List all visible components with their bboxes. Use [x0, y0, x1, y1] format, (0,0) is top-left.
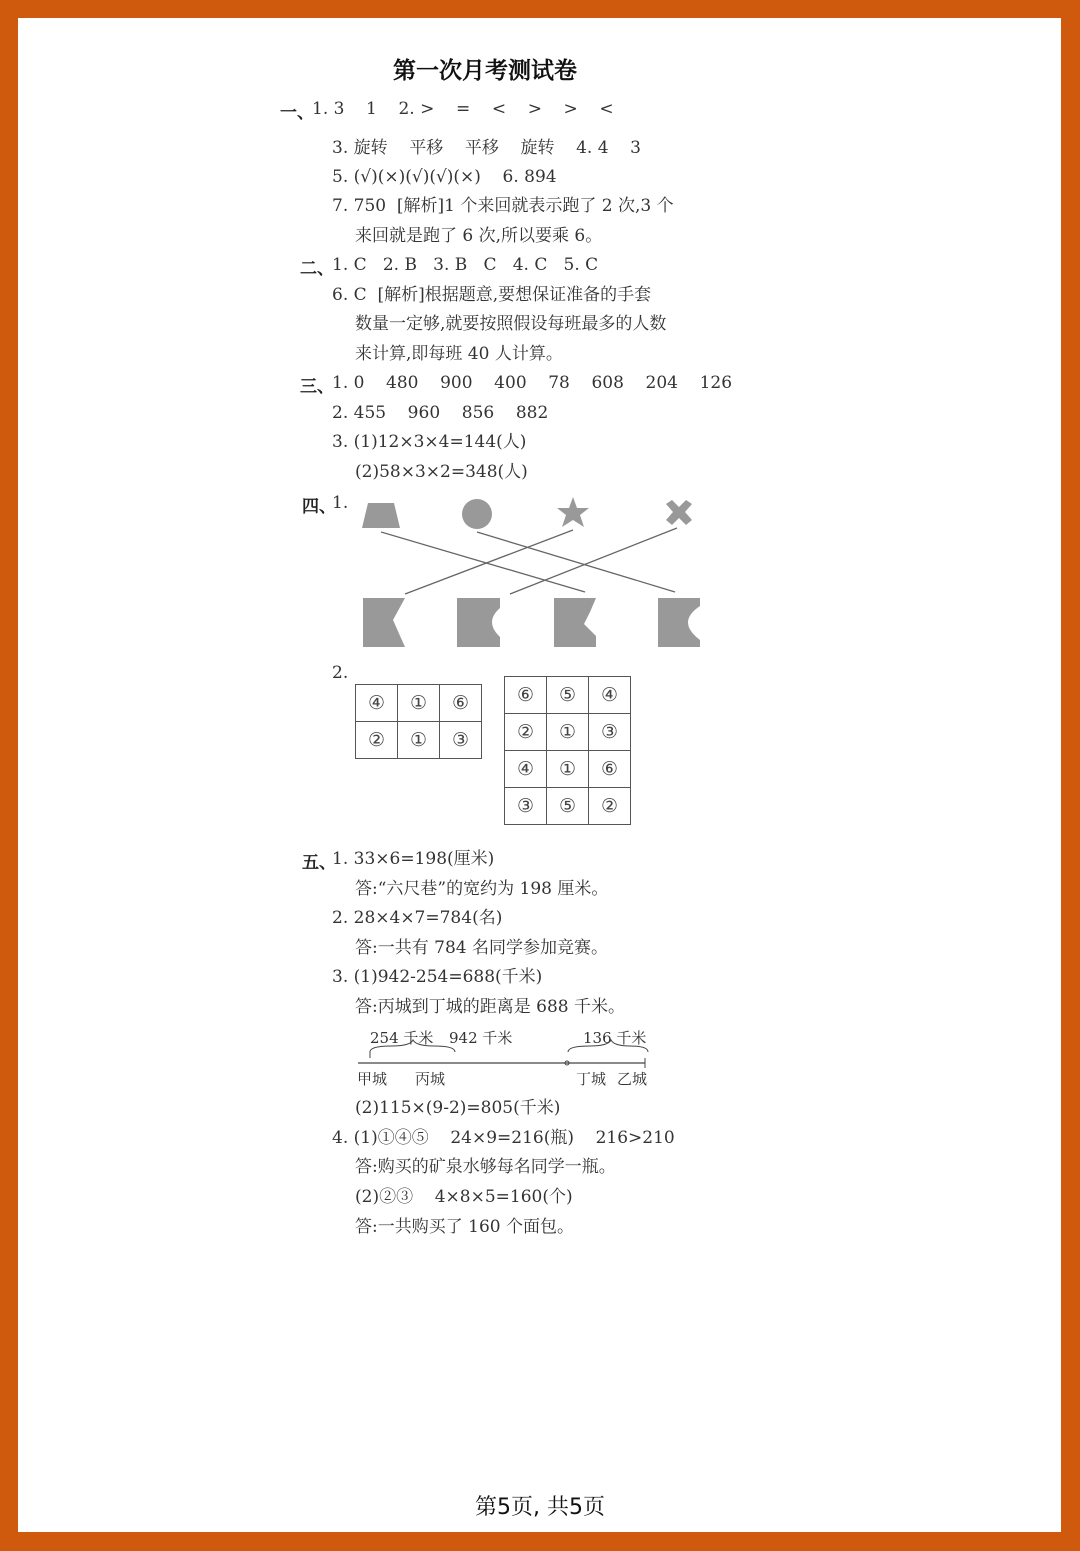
square-cutout-cross	[658, 598, 700, 647]
city-label: 甲城	[357, 1070, 388, 1088]
answer-line: 答:购买的矿泉水够每名同学一瓶。	[355, 1157, 616, 1177]
distance-label: 136 千米	[583, 1029, 647, 1047]
square-cutout-trapezoid	[363, 598, 405, 647]
grid-cell: ①	[398, 685, 440, 722]
section-4-label: 四、	[302, 497, 336, 517]
answer-line: 7. 750 [解析]1 个来回就表示跑了 2 次,3 个	[332, 196, 674, 216]
answer-line: 1. 0 480 900 400 78 608 204 126	[332, 373, 733, 393]
answer-line: (2)58×3×2=348(人)	[355, 462, 528, 482]
city-label: 乙城	[617, 1070, 648, 1088]
matching-line	[405, 530, 573, 594]
distance-label: 254 千米	[370, 1029, 434, 1047]
grid-cell: ①	[547, 714, 589, 751]
grid-cell: ②	[505, 714, 547, 751]
answer-line: 1. 3 1 2. > = < > > <	[312, 99, 614, 119]
answer-line: 1. C 2. B 3. B C 4. C 5. C	[332, 255, 599, 275]
city-label: 丙城	[415, 1070, 446, 1088]
answer-line: 答:一共有 784 名同学参加竞赛。	[355, 938, 608, 958]
grid-cell: ②	[356, 722, 398, 759]
grid-cell: ②	[589, 788, 631, 825]
section-1-label: 一、	[280, 103, 314, 123]
grid-cell: ③	[505, 788, 547, 825]
answer-line: 1.	[332, 493, 349, 513]
answer-line: (2)②③ 4×8×5=160(个)	[355, 1187, 573, 1207]
grid-cell: ①	[398, 722, 440, 759]
grid-cell: ⑤	[547, 677, 589, 714]
answer-line: 3. (1)942-254=688(千米)	[332, 967, 543, 987]
page-title: 第一次月考测试卷	[393, 58, 577, 84]
grid-cell: ⑤	[547, 788, 589, 825]
matching-line	[510, 528, 677, 594]
square-cutout-star	[554, 598, 596, 647]
answer-line: 6. C [解析]根据题意,要想保证准备的手套	[332, 285, 652, 305]
cross-shape	[666, 500, 692, 525]
answer-line: 2. 455 960 856 882	[332, 403, 549, 423]
grid-cell: ③	[589, 714, 631, 751]
answer-line: 答:丙城到丁城的距离是 688 千米。	[355, 997, 625, 1017]
answer-line: 答:“六尺巷”的宽约为 198 厘米。	[355, 879, 609, 899]
answer-line: 来计算,即每班 40 人计算。	[355, 344, 563, 364]
answer-line: 来回就是跑了 6 次,所以要乘 6。	[355, 226, 603, 246]
grid-cell: ⑥	[505, 677, 547, 714]
matching-line	[381, 532, 585, 592]
grid-cell: ④	[589, 677, 631, 714]
answer-line: 3. (1)12×3×4=144(人)	[332, 432, 527, 452]
section-5-label: 五、	[302, 853, 336, 873]
number-grid-small	[355, 684, 482, 759]
distance-label: 942 千米	[449, 1029, 513, 1047]
page-number: 第5页, 共5页	[475, 1495, 605, 1520]
answer-line: 数量一定够,就要按照假设每班最多的人数	[355, 314, 667, 334]
answer-line: 1. 33×6=198(厘米)	[332, 849, 495, 869]
answer-line: 5. (√)(×)(√)(√)(×) 6. 894	[332, 167, 557, 187]
city-label: 丁城	[576, 1070, 607, 1088]
answer-line: 2. 28×4×7=784(名)	[332, 908, 503, 928]
grid-cell: ①	[547, 751, 589, 788]
number-grid-large	[504, 676, 631, 825]
trapezoid-shape	[362, 503, 400, 528]
square-cutout-circle	[457, 598, 500, 647]
star-shape	[557, 497, 589, 527]
grid-cell: ⑥	[589, 751, 631, 788]
answer-line: 2.	[332, 663, 349, 683]
grid-cell: ④	[505, 751, 547, 788]
answer-line: 4. (1)①④⑤ 24×9=216(瓶) 216>210	[332, 1128, 675, 1148]
grid-cell: ③	[440, 722, 482, 759]
answer-line: (2)115×(9-2)=805(千米)	[355, 1098, 561, 1118]
answer-line: 答:一共购买了 160 个面包。	[355, 1217, 574, 1237]
grid-cell: ④	[356, 685, 398, 722]
section-2-label: 二、	[300, 259, 334, 279]
section-3-label: 三、	[300, 377, 334, 397]
answer-line: 3. 旋转 平移 平移 旋转 4. 4 3	[332, 138, 641, 158]
circle-shape	[462, 499, 492, 529]
grid-cell: ⑥	[440, 685, 482, 722]
